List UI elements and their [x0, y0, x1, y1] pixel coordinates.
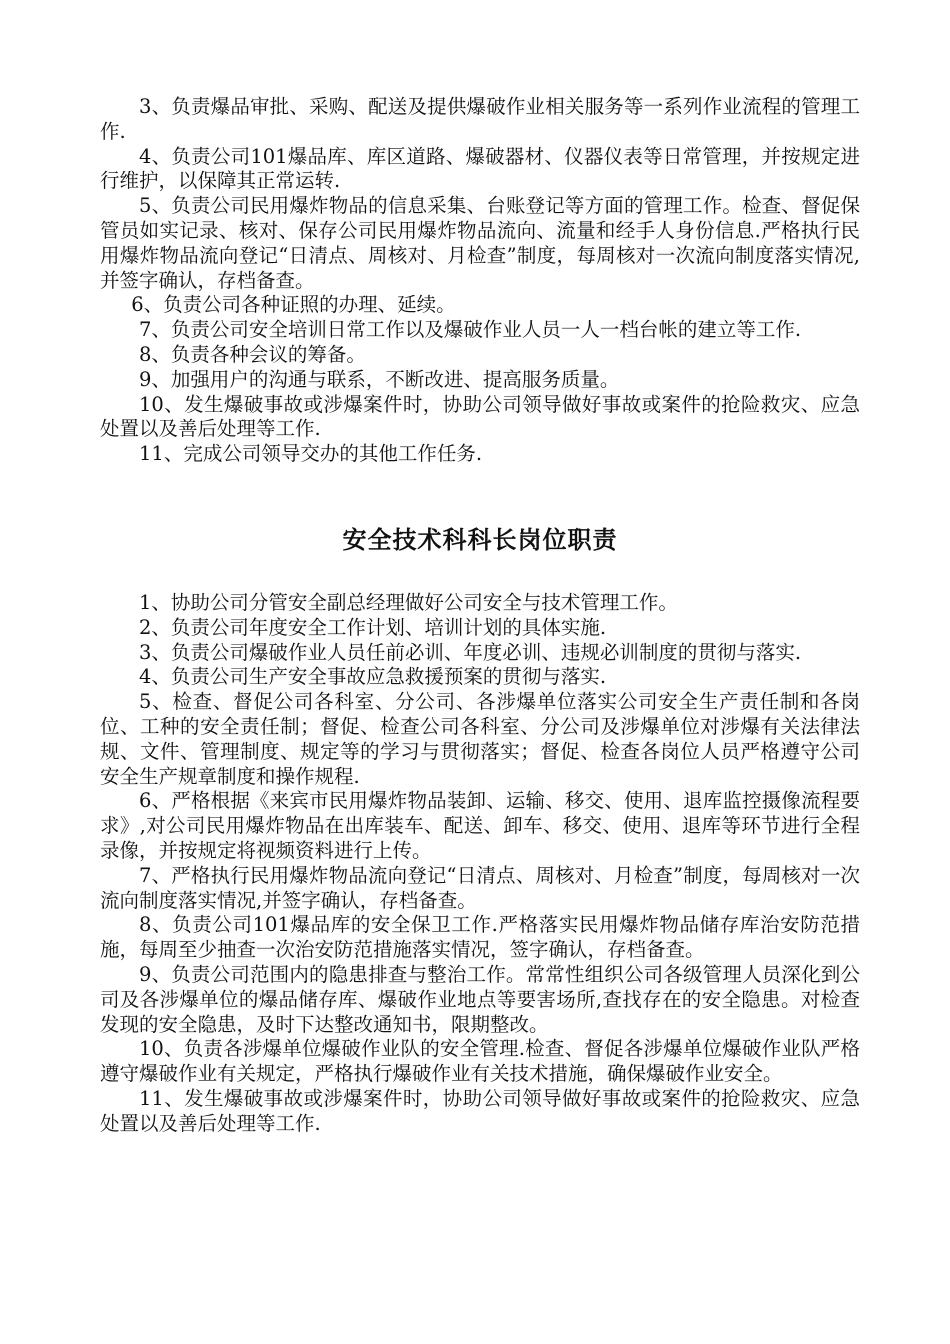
- duty-item-6: 6、严格根据《来宾市民用爆炸物品装卸、运输、移交、使用、退库监控摄像流程要求》,对公司民用爆炸物品在出库装车、配送、卸车、移交、使用、退库等环节进行全程录像，并按规定将视频资料进行上传。: [100, 789, 860, 862]
- duty-item-3: 3、负责公司爆破作业人员任前必训、年度必训、违规必训制度的贯彻与落实.: [139, 640, 802, 664]
- duty-item-10: 10、发生爆破事故或涉爆案件时，协助公司领导做好事故或案件的抢险救灾、应急处置以及善后处理等工作.: [100, 392, 860, 441]
- document-page: [100, 95, 860, 1136]
- section-1-duties: [100, 95, 860, 467]
- duty-item-9: 9、加强用户的沟通与联系，不断改进、提高服务质量。: [139, 367, 620, 391]
- duty-item-1: 1、协助公司分管安全副总经理做好公司安全与技术管理工作。: [139, 590, 678, 614]
- duty-item-7: 7、严格执行民用爆炸物品流向登记“日清点、周核对、月检查”制度，每周核对一次流向制度落实情况,并签字确认，存档备查。: [100, 863, 860, 912]
- duty-item-8: 8、负责各种会议的筹备。: [139, 342, 366, 366]
- duty-item-11: 11、发生爆破事故或涉爆案件时，协助公司领导做好事故或案件的抢险救灾、应急处置以及善后处理等工作.: [100, 1086, 860, 1135]
- duty-item-8: 8、负责公司101爆品库的安全保卫工作.严格落实民用爆炸物品储存库治安防范措施，每周至少抽查一次治安防范措施落实情况，签字确认，存档备查。: [100, 913, 860, 962]
- section-title: 安全技术科科长岗位职责: [342, 525, 618, 554]
- duty-item-6: 6、负责公司各种证照的办理、延续。: [131, 293, 456, 317]
- duty-item-5: 5、检查、督促公司各科室、分公司、各涉爆单位落实公司安全生产责任制和各岗位、工种的安全责任制；督促、检查公司各科室、分公司及涉爆单位对涉爆有关法律法规、文件、管理制度、规定等的学习与贯彻落实；督促、检查各岗位人员严格遵守公司安全生产规章制度和操作规程.: [100, 690, 860, 788]
- duty-item-10: 10、负责各涉爆单位爆破作业队的安全管理.检查、督促各涉爆单位爆破作业队严格遵守爆破作业有关规定，严格执行爆破作业有关技术措施，确保爆破作业安全。: [100, 1037, 860, 1086]
- duty-item-5: 5、负责公司民用爆炸物品的信息采集、台账登记等方面的管理工作。检查、督促保管员如实记录、核对、保存公司民用爆炸物品流向、流量和经手人身份信息.严格执行民用爆炸物品流向登记“日清点、周核对、月检查”制度，每周核对一次流向制度落实情况,并签字确认，存档备查。: [100, 194, 860, 292]
- duty-item-4: 4、负责公司101爆品库、库区道路、爆破器材、仪器仪表等日常管理，并按规定进行维护，以保障其正常运转.: [100, 144, 860, 193]
- duty-item-7: 7、负责公司安全培训日常工作以及爆破作业人员一人一档台帐的建立等工作.: [139, 318, 802, 342]
- duty-item-11: 11、完成公司领导交办的其他工作任务.: [139, 442, 483, 466]
- section-2-duties: [100, 591, 860, 1137]
- duty-item-9: 9、负责公司范围内的隐患排查与整治工作。常常性组织公司各级管理人员深化到公司及各涉爆单位的爆品储存库、爆破作业地点等要害场所,查找存在的安全隐患。对检查发现的安全隐患，及时下达整改通知书，限期整改。: [100, 962, 860, 1036]
- duty-item-2: 2、负责公司年度安全工作计划、培训计划的具体实施.: [139, 615, 607, 639]
- duty-item-3: 3、负责爆品审批、采购、配送及提供爆破作业相关服务等一系列作业流程的管理工作.: [100, 95, 860, 143]
- duty-item-4: 4、负责公司生产安全事故应急救援预案的贯彻与落实.: [139, 665, 607, 689]
